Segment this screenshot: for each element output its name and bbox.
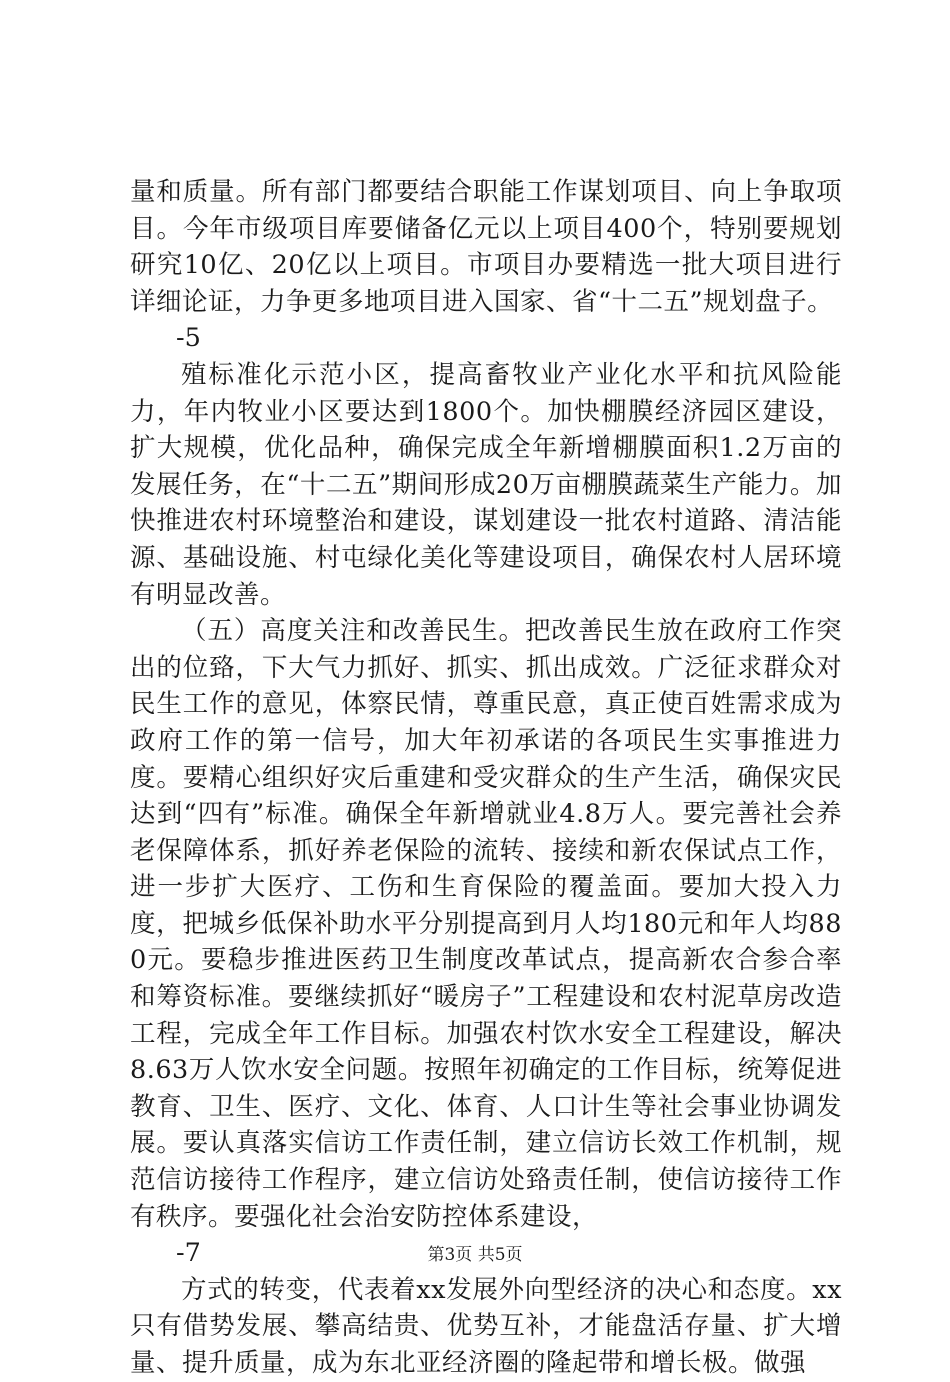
- page-footer: 第3页 共5页: [427, 1245, 523, 1265]
- paragraph-project-quality: 量和质量。所有部门都要结合职能工作谋划项目、向上争取项目。今年市级项目库要储备亿元以上项目400个，特别要规划研究10亿、20亿以上项目。市项目办要精选一批大项目进行详细论证，力争更多地项目进入国家、省“十二五”规划盘子。: [130, 177, 842, 317]
- page-marker-5: -5: [176, 323, 201, 354]
- document-body: [130, 174, 842, 1382]
- paragraph-rural-construction: 殖标准化示范小区，提高畜牧业产业化水平和抗风险能力，年内牧业小区要达到1800个。加快棚膜经济园区建设，扩大规模，优化品种，确保完成全年新增棚膜面积1.2万亩的发展任务，在“十二五”期间形成20万亩棚膜蔬菜生产能力。加快推进农村环境整治和建设，谋划建设一批农村道路、清洁能源、基础设施、村屯绿化美化等建设项目，确保农村人居环境有明显改善。: [130, 359, 842, 610]
- page-marker-7: -7: [176, 1238, 201, 1269]
- paragraph-transformation: 方式的转变，代表着xx发展外向型经济的决心和态度。xx只有借势发展、攀高结贵、优势互补，才能盘活存量、扩大增量、提升质量，成为东北亚经济圈的隆起带和增长极。做强: [130, 1274, 842, 1378]
- paragraph-livelihood: （五）高度关注和改善民生。把改善民生放在政府工作突出的位臵，下大气力抓好、抓实、抓出成效。广泛征求群众对民生工作的意见，体察民情，尊重民意，真正使百姓需求成为政府工作的第一信号，加大年初承诺的各项民生实事推进力度。要精心组织好灾后重建和受灾群众的生产生活，确保灾民达到“四有”标准。确保全年新增就业4.8万人。要完善社会养老保障体系，抓好养老保险的流转、接续和新农保试点工作，进一步扩大医疗、工伤和生育保险的覆盖面。要加大投入力度，把城乡低保补助水平分别提高到月人均180元和年人均880元。要稳步推进医药卫生制度改革试点，提高新农合参合率和筹资标准。要继续抓好“暖房子”工程建设和农村泥草房改造工程，完成全年工作目标。加强农村饮水安全工程建设，解决8.63万人饮水安全问题。按照年初确定的工作目标，统筹促进教育、卫生、医疗、文化、体育、人口计生等社会事业协调发展。要认真落实信访工作责任制，建立信访长效工作机制，规范信访接待工作程序，建立信访处臵责任制，使信访接待工作有秩序。要强化社会治安防控体系建设，: [130, 616, 842, 1232]
